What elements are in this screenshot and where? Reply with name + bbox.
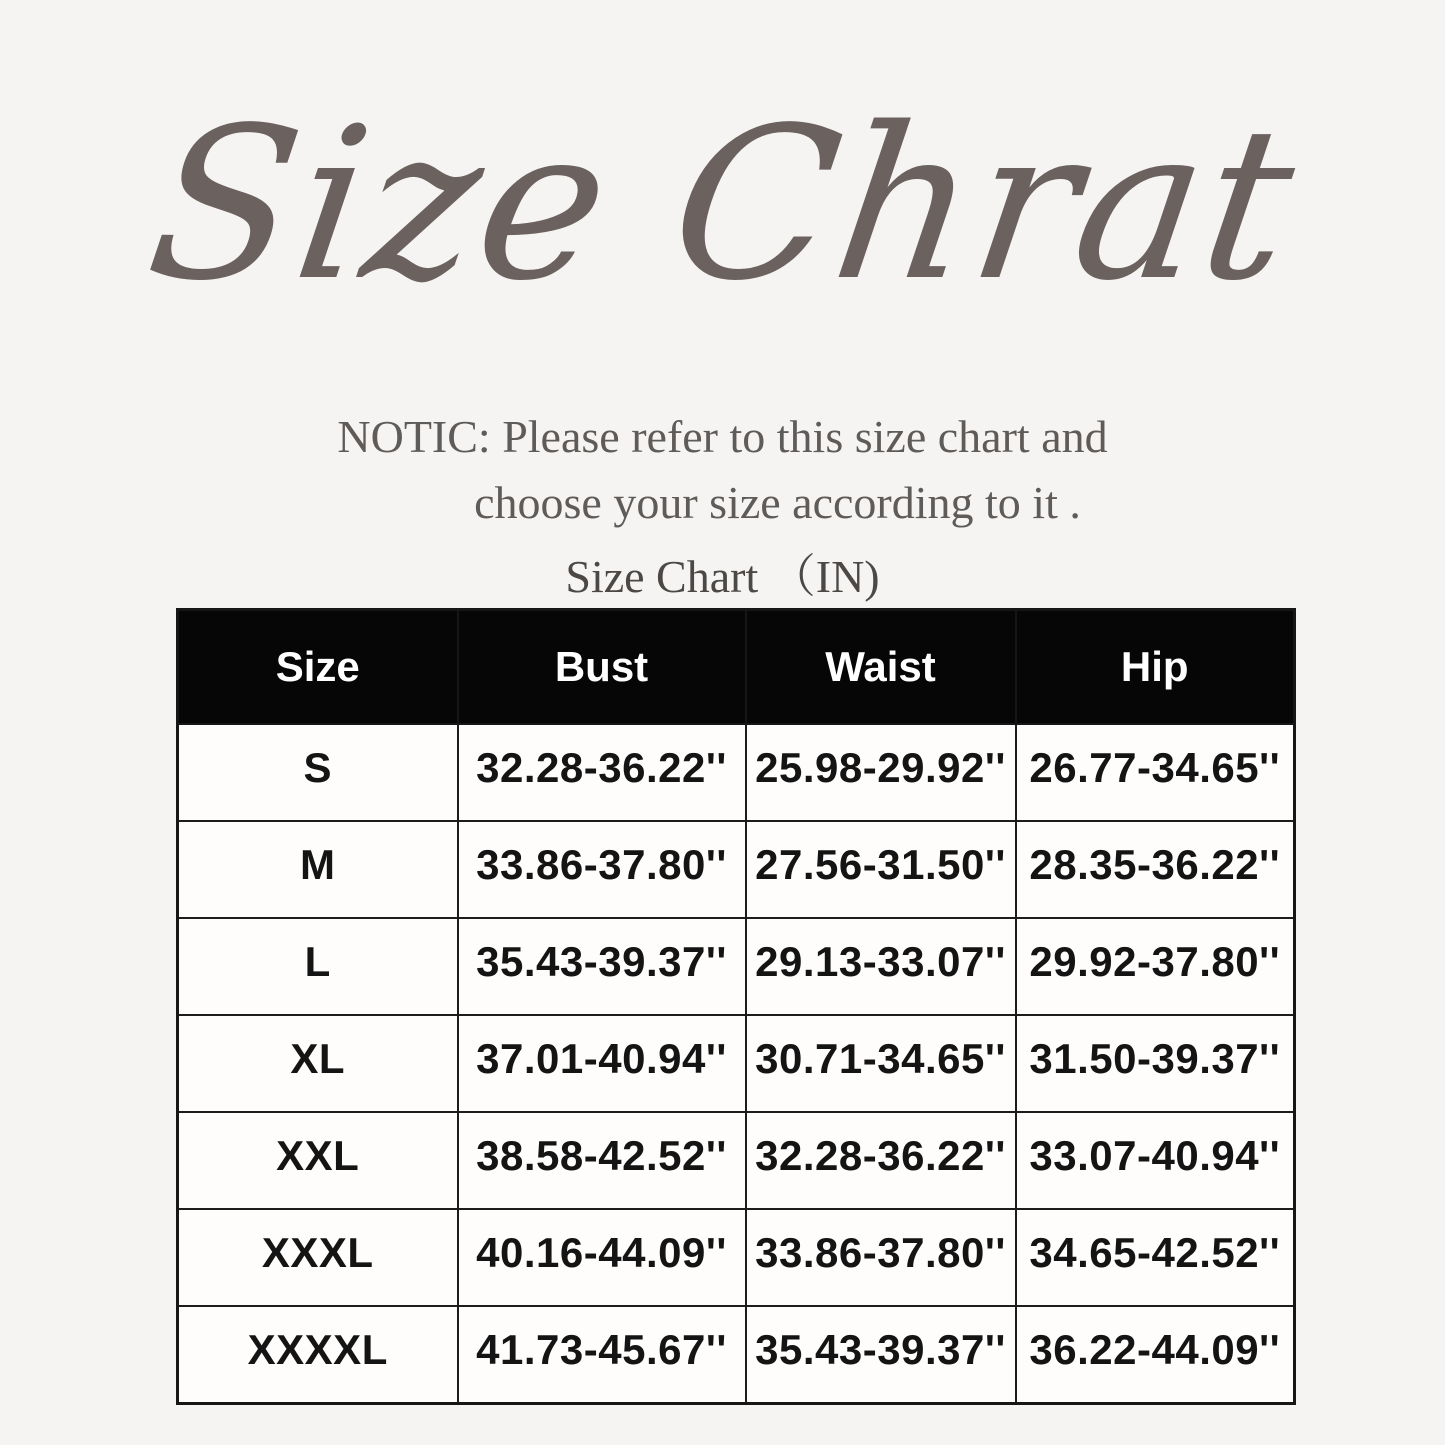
size-cell: XXXXL bbox=[178, 1306, 458, 1404]
hip-cell: 26.77-34.65'' bbox=[1016, 724, 1295, 821]
size-cell: XL bbox=[178, 1015, 458, 1112]
bust-cell: 32.28-36.22'' bbox=[458, 724, 746, 821]
waist-cell: 30.71-34.65'' bbox=[746, 1015, 1016, 1112]
size-table bbox=[176, 608, 1296, 1405]
size-cell: XXXL bbox=[178, 1209, 458, 1306]
waist-cell: 25.98-29.92'' bbox=[746, 724, 1016, 821]
table-row bbox=[178, 1112, 1295, 1209]
notice-text bbox=[0, 404, 1445, 536]
waist-cell: 32.28-36.22'' bbox=[746, 1112, 1016, 1209]
bust-cell: 38.58-42.52'' bbox=[458, 1112, 746, 1209]
notice-line-2: choose your size according to it . bbox=[474, 477, 1081, 528]
column-header-hip: Hip bbox=[1016, 610, 1295, 725]
size-cell: S bbox=[178, 724, 458, 821]
size-table-header bbox=[178, 610, 1295, 725]
bust-cell: 33.86-37.80'' bbox=[458, 821, 746, 918]
hip-cell: 28.35-36.22'' bbox=[1016, 821, 1295, 918]
size-cell: L bbox=[178, 918, 458, 1015]
hip-cell: 34.65-42.52'' bbox=[1016, 1209, 1295, 1306]
size-cell: XXL bbox=[178, 1112, 458, 1209]
hip-cell: 36.22-44.09'' bbox=[1016, 1306, 1295, 1404]
waist-cell: 27.56-31.50'' bbox=[746, 821, 1016, 918]
table-title: Size Chart （IN) bbox=[565, 551, 880, 602]
header-row bbox=[178, 610, 1295, 725]
table-row bbox=[178, 1306, 1295, 1404]
table-row bbox=[178, 918, 1295, 1015]
waist-cell: 29.13-33.07'' bbox=[746, 918, 1016, 1015]
waist-cell: 35.43-39.37'' bbox=[746, 1306, 1016, 1404]
bust-cell: 41.73-45.67'' bbox=[458, 1306, 746, 1404]
column-header-size: Size bbox=[178, 610, 458, 725]
table-row bbox=[178, 821, 1295, 918]
size-table-body bbox=[178, 724, 1295, 1404]
bust-cell: 40.16-44.09'' bbox=[458, 1209, 746, 1306]
table-row bbox=[178, 724, 1295, 821]
waist-cell: 33.86-37.80'' bbox=[746, 1209, 1016, 1306]
notice-line-1: NOTIC: Please refer to this size chart and bbox=[337, 411, 1108, 462]
bust-cell: 37.01-40.94'' bbox=[458, 1015, 746, 1112]
table-row bbox=[178, 1209, 1295, 1306]
hip-cell: 29.92-37.80'' bbox=[1016, 918, 1295, 1015]
column-header-bust: Bust bbox=[458, 610, 746, 725]
table-row bbox=[178, 1015, 1295, 1112]
bust-cell: 35.43-39.37'' bbox=[458, 918, 746, 1015]
hip-cell: 31.50-39.37'' bbox=[1016, 1015, 1295, 1112]
size-cell: M bbox=[178, 821, 458, 918]
page-title: Size Chrat bbox=[136, 82, 1310, 327]
column-header-waist: Waist bbox=[746, 610, 1016, 725]
hip-cell: 33.07-40.94'' bbox=[1016, 1112, 1295, 1209]
